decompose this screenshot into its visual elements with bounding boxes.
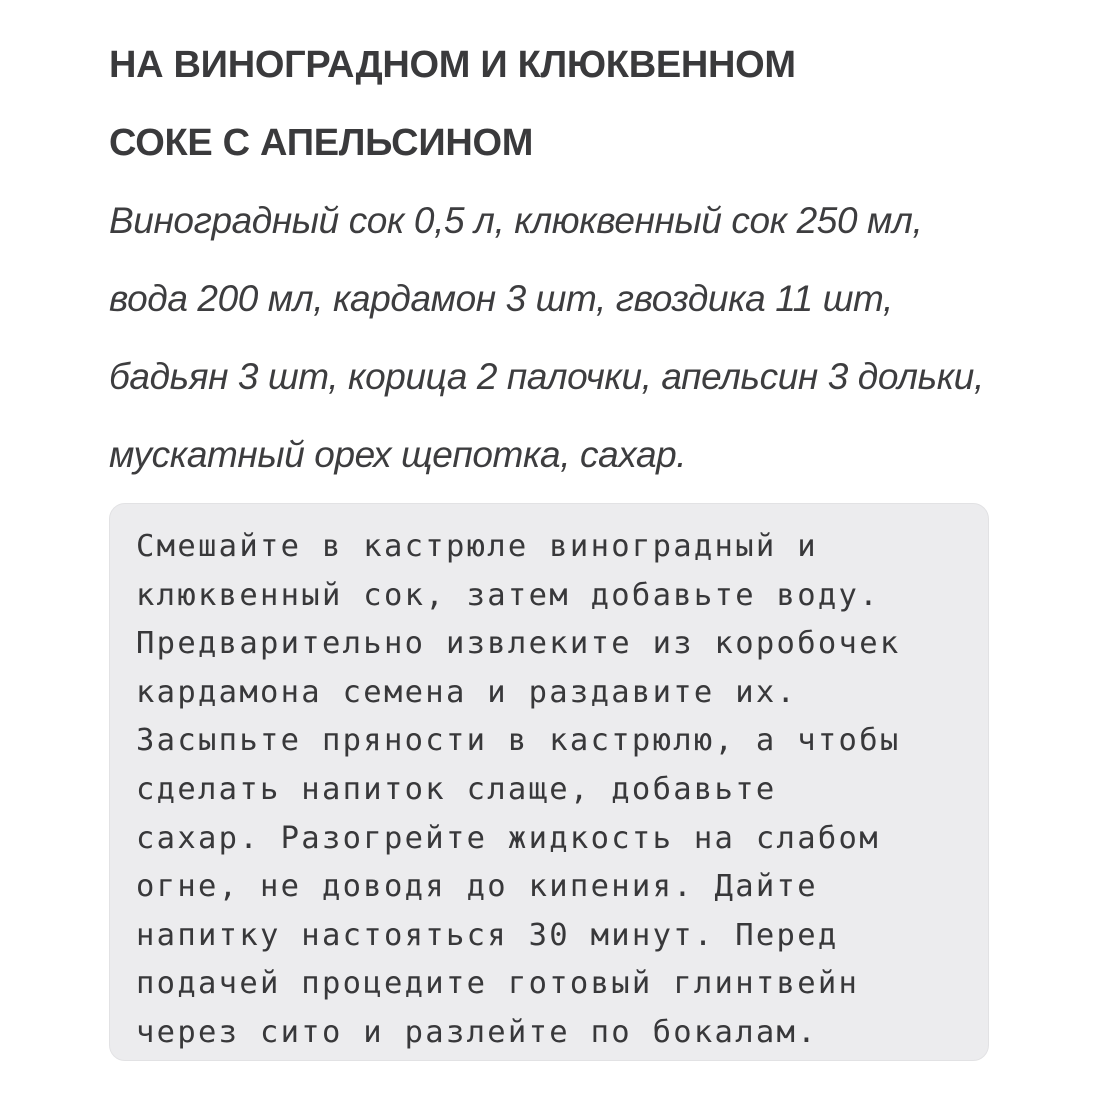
ingredients-list: Виноградный сок 0,5 л, клюквенный сок 250 мл, вода 200 мл, кардамон 3 шт, гвоздика 11 шт, бадьян 3 шт, корица 2 палочки, апельсин 3 дольки, мускатный орех щепотка, сахар. — [109, 200, 984, 475]
recipe-article — [109, 0, 989, 1050]
instructions-text: Смешайте в кастрюле виноградный и клюквенный сок, затем добавьте воду. Предварительно извлеките из коробочек кардамона семена и раздавите их. Засыпьте пряности в кастрюлю, а чтобы сделать напиток слаще, добавьте сахар. Разогрейте жидкость на слабом огне, не доводя до кипения. Дайте напитку настояться 30 минут. Перед подачей процедите готовый глинтвейн через сито и разлейте по бокалам. — [136, 529, 901, 1050]
recipe-title: НА ВИНОГРАДНОМ И КЛЮКВЕННОМ СОКЕ С АПЕЛЬСИНОМ — [109, 44, 796, 164]
instructions-block — [109, 503, 989, 1061]
